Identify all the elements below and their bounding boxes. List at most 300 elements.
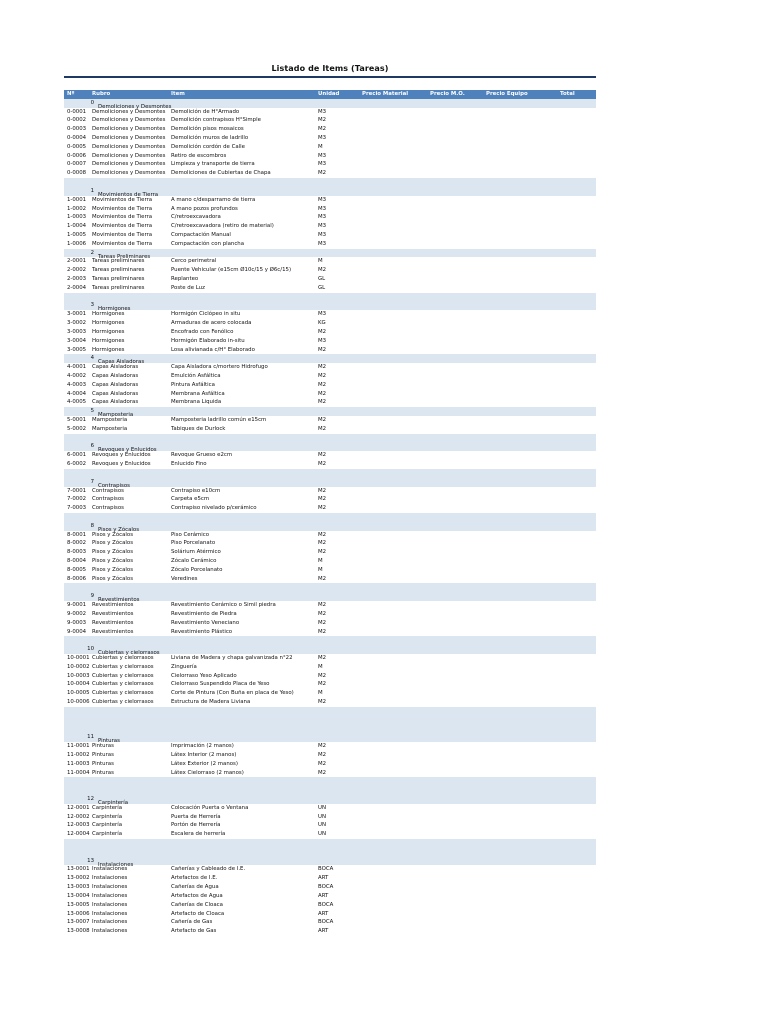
item-description: Zócalo Cerámico <box>171 558 217 565</box>
item-description: Armaduras de acero colocada <box>171 320 252 327</box>
item-description: Pintura Asfáltica <box>171 381 215 388</box>
item-rubro: Revoques y Enlucidos <box>92 461 151 468</box>
item-description: Revoque Grueso e2cm <box>171 452 233 459</box>
item-description: Veredines <box>171 575 198 582</box>
item-rubro: Capas Aisladoras <box>92 381 139 388</box>
item-rubro: Capas Aisladoras <box>92 390 139 397</box>
item-number: 13-0008 <box>67 928 90 935</box>
item-rubro: Demoliciones y Desmontes <box>92 152 166 159</box>
group-number: 10 <box>87 646 94 653</box>
item-number: 10-0005 <box>67 690 90 697</box>
item-unit: M2 <box>318 461 327 468</box>
table-row <box>64 672 596 681</box>
item-description: Imprimación (2 manos) <box>171 743 234 750</box>
item-number: 12-0003 <box>67 822 90 829</box>
spacer-row <box>64 716 596 725</box>
group-header-row <box>64 442 596 454</box>
table-row <box>64 487 596 496</box>
item-description: Artefacto de Cloaca <box>171 910 225 917</box>
item-number: 12-0004 <box>67 831 90 838</box>
table-row <box>64 918 596 927</box>
item-unit: M <box>318 690 323 697</box>
item-number: 10-0002 <box>67 663 90 670</box>
item-description: Cañerías y Cableado de I.E. <box>171 866 246 873</box>
item-description: Artefacto de Gas <box>171 928 217 935</box>
table-row <box>64 628 596 637</box>
item-rubro: Cubiertas y cielorrasos <box>92 699 154 706</box>
item-rubro: Pisos y Zócalos <box>92 575 134 582</box>
item-number: 7-0001 <box>67 487 87 494</box>
item-rubro: Pisos y Zócalos <box>92 531 134 538</box>
table-row <box>64 451 596 460</box>
table-row <box>64 222 596 231</box>
item-number: 3-0004 <box>67 337 87 344</box>
item-unit: M2 <box>318 531 327 538</box>
item-rubro: Demoliciones y Desmontes <box>92 135 166 142</box>
item-rubro: Instalaciones <box>92 875 128 882</box>
title-rule <box>64 76 596 78</box>
item-number: 1-0002 <box>67 205 87 212</box>
item-description: Látex Exterior (2 manos) <box>171 760 238 767</box>
item-description: Demolición de H°Armado <box>171 108 240 115</box>
item-number: 9-0002 <box>67 610 87 617</box>
item-rubro: Revestimientos <box>92 619 134 626</box>
item-rubro: Demoliciones y Desmontes <box>92 170 166 177</box>
header-precio-equipo: Precio Equipo <box>486 91 528 97</box>
group-number: 6 <box>90 443 94 450</box>
item-description: Piso Porcelanato <box>171 540 216 547</box>
table-row <box>64 310 596 319</box>
item-unit: M <box>318 558 323 565</box>
table-row <box>64 169 596 178</box>
item-unit: UN <box>318 822 326 829</box>
item-unit: M3 <box>318 223 327 230</box>
item-number: 4-0001 <box>67 364 87 371</box>
table-row <box>64 539 596 548</box>
item-description: Retiro de escombros <box>171 152 227 159</box>
group-name: Pinturas <box>98 738 120 745</box>
item-unit: BOCA <box>318 866 334 873</box>
item-number: 0-0004 <box>67 135 87 142</box>
item-rubro: Cubiertas y cielorrasos <box>92 690 154 697</box>
item-description: Portón de Herrería <box>171 822 221 829</box>
spacer-row <box>64 848 596 857</box>
item-unit: M2 <box>318 372 327 379</box>
table-row <box>64 531 596 540</box>
item-number: 11-0004 <box>67 769 90 776</box>
item-unit: KG <box>318 320 326 327</box>
item-number: 0-0005 <box>67 143 87 150</box>
table-row <box>64 363 596 372</box>
item-unit: M2 <box>318 267 327 274</box>
item-rubro: Movimientos de Tierra <box>92 231 153 238</box>
item-number: 13-0006 <box>67 910 90 917</box>
item-number: 5-0002 <box>67 425 87 432</box>
item-unit: M3 <box>318 135 327 142</box>
table-row <box>64 372 596 381</box>
table-row <box>64 804 596 813</box>
group-header-row <box>64 187 596 196</box>
item-rubro: Instalaciones <box>92 892 128 899</box>
item-number: 13-0007 <box>67 919 90 926</box>
group-header-row <box>64 478 596 487</box>
item-description: Emulción Asfáltica <box>171 372 221 379</box>
item-unit: M2 <box>318 452 327 459</box>
item-rubro: Hormigones <box>92 311 125 318</box>
group-header-row <box>64 645 596 654</box>
item-rubro: Movimientos de Tierra <box>92 223 153 230</box>
item-description: Demoliciones de Cubiertas de Chapa <box>171 170 271 177</box>
group-number: 11 <box>87 734 94 741</box>
item-rubro: Hormigones <box>92 320 125 327</box>
item-number: 11-0001 <box>67 743 90 750</box>
item-unit: UN <box>318 813 326 820</box>
item-unit: M2 <box>318 346 327 353</box>
group-name: Capas Aisladoras <box>98 359 145 366</box>
item-description: Látex Cielorraso (2 manos) <box>171 769 244 776</box>
group-number: 12 <box>87 795 94 802</box>
item-unit: M2 <box>318 549 327 556</box>
item-rubro: Revoques y Enlucidos <box>92 452 151 459</box>
group-header-row <box>64 522 596 531</box>
table-row <box>64 680 596 689</box>
item-unit: M3 <box>318 108 327 115</box>
item-description: Cañerías de Agua <box>171 884 219 891</box>
item-unit: M <box>318 566 323 573</box>
table-row <box>64 663 596 672</box>
item-rubro: Instalaciones <box>92 866 128 873</box>
item-description: Revestimiento Veneciano <box>171 619 240 626</box>
item-description: Hormigón Ciclópeo in situ <box>171 311 241 318</box>
item-description: Mamposteria ladrillo común e15cm <box>171 417 267 424</box>
item-rubro: Instalaciones <box>92 901 128 908</box>
item-number: 13-0002 <box>67 875 90 882</box>
table-row <box>64 328 596 337</box>
group-name: Hormigones <box>98 306 131 313</box>
item-number: 11-0002 <box>67 751 90 758</box>
item-rubro: Instalaciones <box>92 928 128 935</box>
spacer-row <box>64 777 596 786</box>
item-description: Demolición cordón de Calle <box>171 143 245 150</box>
item-rubro: Contrapisos <box>92 496 124 503</box>
item-unit: ART <box>318 928 329 935</box>
header-rubro: Rubro <box>92 91 111 97</box>
table-row <box>64 751 596 760</box>
item-number: 0-0002 <box>67 117 87 124</box>
table-row <box>64 213 596 222</box>
item-unit: M3 <box>318 231 327 238</box>
item-number: 4-0004 <box>67 390 87 397</box>
item-description: Hormigón Elaborado in-situ <box>171 337 245 344</box>
table-row <box>64 548 596 557</box>
item-number: 1-0001 <box>67 196 87 203</box>
item-number: 12-0001 <box>67 804 90 811</box>
item-rubro: Revestimientos <box>92 602 134 609</box>
item-unit: UN <box>318 804 326 811</box>
item-number: 0-0006 <box>67 152 87 159</box>
spacer-row <box>64 583 596 592</box>
table-row <box>64 240 596 249</box>
item-number: 8-0001 <box>67 531 87 538</box>
item-rubro: Carpintería <box>92 831 123 838</box>
item-number: 10-0003 <box>67 672 90 679</box>
table-row <box>64 830 596 839</box>
item-unit: UN <box>318 831 326 838</box>
item-number: 0-0003 <box>67 126 87 133</box>
header-item: Item <box>171 91 185 97</box>
table-row <box>64 152 596 161</box>
table-row <box>64 813 596 822</box>
item-number: 3-0001 <box>67 311 87 318</box>
table-row <box>64 769 596 778</box>
spacer-row <box>64 839 596 848</box>
item-unit: M2 <box>318 399 327 406</box>
table-row <box>64 910 596 919</box>
item-rubro: Cubiertas y cielorrasos <box>92 663 154 670</box>
group-header-row <box>64 249 596 258</box>
sheet-title: Listado de Items (Tareas) <box>271 64 389 73</box>
item-unit: M2 <box>318 425 327 432</box>
item-rubro: Tareas preliminares <box>92 276 145 283</box>
item-description: Cielorraso Yeso Aplicado <box>171 672 237 679</box>
group-name: Mamposteria <box>98 412 134 419</box>
table-row <box>64 821 596 830</box>
item-rubro: Demoliciones y Desmontes <box>92 117 166 124</box>
table-row <box>64 257 596 266</box>
table-row <box>64 196 596 205</box>
table-row <box>64 398 596 407</box>
item-rubro: Pinturas <box>92 760 114 767</box>
group-name: Revoques y Enlucidos <box>98 447 157 454</box>
item-description: Tabiques de Durlock <box>171 425 226 432</box>
item-rubro: Mamposteria <box>92 417 128 424</box>
item-description: Zinguería <box>171 663 197 670</box>
item-description: Poste de Luz <box>171 284 205 291</box>
item-description: Membrana Asfáltica <box>171 390 225 397</box>
item-unit: ART <box>318 892 329 899</box>
item-number: 9-0001 <box>67 602 87 609</box>
item-rubro: Instalaciones <box>92 884 128 891</box>
item-rubro: Tareas preliminares <box>92 258 145 265</box>
group-header-row <box>64 301 596 313</box>
item-rubro: Hormigones <box>92 346 125 353</box>
table-row <box>64 205 596 214</box>
item-description: Capa Aisladora c/mortero Hidrofugo <box>171 364 268 371</box>
item-number: 10-0006 <box>67 699 90 706</box>
item-unit: M2 <box>318 575 327 582</box>
item-unit: M2 <box>318 619 327 626</box>
item-number: 4-0002 <box>67 372 87 379</box>
item-description: C/retroexcavadora <box>171 214 221 221</box>
group-number: 3 <box>90 302 94 309</box>
group-name: Demoliciones y Desmontes <box>98 103 172 110</box>
item-description: Encofrado con Fenólico <box>171 328 234 335</box>
table-row <box>64 346 596 355</box>
item-description: Contrapiso e10cm <box>171 487 221 494</box>
group-number: 0 <box>90 99 94 106</box>
item-description: Liviana de Madera y chapa galvanizada n°22 <box>171 654 293 661</box>
item-number: 8-0004 <box>67 558 87 565</box>
item-description: Revestimiento Plástico <box>171 628 233 635</box>
spacer-row <box>64 178 596 187</box>
item-rubro: Capas Aisladoras <box>92 399 139 406</box>
item-rubro: Contrapisos <box>92 505 124 512</box>
item-unit: M <box>318 143 323 150</box>
item-unit: M3 <box>318 161 327 168</box>
item-rubro: Instalaciones <box>92 919 128 926</box>
table-row <box>64 337 596 346</box>
item-rubro: Contrapisos <box>92 487 124 494</box>
group-number: 2 <box>90 249 94 256</box>
group-number: 7 <box>90 478 94 485</box>
group-number: 8 <box>90 522 94 529</box>
item-description: Limpieza y transporte de tierra <box>171 161 255 168</box>
item-number: 8-0003 <box>67 549 87 556</box>
item-description: Compactación con plancha <box>171 240 245 247</box>
item-description: Cielorraso Suspendido Placa de Yeso <box>171 681 270 688</box>
item-rubro: Carpintería <box>92 804 123 811</box>
item-rubro: Demoliciones y Desmontes <box>92 108 166 115</box>
table-row <box>64 689 596 698</box>
item-number: 1-0004 <box>67 223 87 230</box>
item-number: 13-0005 <box>67 901 90 908</box>
table-row <box>64 566 596 575</box>
item-description: Revestimiento de Piedra <box>171 610 237 617</box>
item-description: Artefactos de I.E. <box>171 875 218 882</box>
spacer-row <box>64 724 596 733</box>
item-unit: M2 <box>318 328 327 335</box>
item-rubro: Movimientos de Tierra <box>92 240 153 247</box>
item-number: 2-0003 <box>67 276 87 283</box>
item-unit: M2 <box>318 126 327 133</box>
table-row <box>64 231 596 240</box>
group-name: Instalaciones <box>98 861 134 868</box>
item-rubro: Instalaciones <box>92 910 128 917</box>
item-number: 6-0002 <box>67 461 87 468</box>
item-unit: M3 <box>318 196 327 203</box>
group-header-row <box>64 795 596 804</box>
item-rubro: Revestimientos <box>92 610 134 617</box>
table-row <box>64 495 596 504</box>
item-number: 1-0006 <box>67 240 87 247</box>
item-rubro: Tareas preliminares <box>92 267 145 274</box>
item-number: 7-0003 <box>67 505 87 512</box>
header-precio-mo: Precio M.O. <box>430 91 465 97</box>
group-number: 4 <box>90 355 94 362</box>
item-unit: M2 <box>318 699 327 706</box>
table-row <box>64 416 596 425</box>
table-row <box>64 319 596 328</box>
item-description: Demolición muros de ladrillo <box>171 135 249 142</box>
item-unit: M2 <box>318 390 327 397</box>
item-unit: M2 <box>318 751 327 758</box>
group-number: 5 <box>90 408 94 415</box>
item-rubro: Cubiertas y cielorrasos <box>92 654 154 661</box>
table-row <box>64 698 596 707</box>
item-unit: M3 <box>318 214 327 221</box>
item-unit: M2 <box>318 381 327 388</box>
item-unit: M2 <box>318 170 327 177</box>
item-unit: M2 <box>318 364 327 371</box>
item-unit: M <box>318 663 323 670</box>
item-rubro: Pisos y Zócalos <box>92 566 134 573</box>
table-body <box>64 99 596 936</box>
table-row <box>64 575 596 584</box>
item-unit: M2 <box>318 610 327 617</box>
item-unit: M2 <box>318 505 327 512</box>
item-number: 3-0002 <box>67 320 87 327</box>
table-row <box>64 610 596 619</box>
item-unit: M <box>318 258 323 265</box>
table-row <box>64 390 596 399</box>
header-unit: Unidad <box>318 91 340 97</box>
table-row <box>64 601 596 610</box>
item-unit: M3 <box>318 240 327 247</box>
item-rubro: Movimientos de Tierra <box>92 196 153 203</box>
group-header-row <box>64 733 596 745</box>
table-row <box>64 865 596 874</box>
group-name: Cubiertas y cielorrasos <box>98 649 160 656</box>
item-unit: GL <box>318 276 326 283</box>
item-rubro: Pinturas <box>92 751 114 758</box>
item-number: 10-0001 <box>67 654 90 661</box>
item-rubro: Hormigones <box>92 337 125 344</box>
spacer-row <box>64 469 596 478</box>
item-rubro: Capas Aisladoras <box>92 372 139 379</box>
item-description: Corte de Pintura (Con Buña en placa de Yeso) <box>171 690 294 697</box>
table-header <box>64 90 596 99</box>
item-unit: M2 <box>318 417 327 424</box>
item-number: 3-0003 <box>67 328 87 335</box>
item-description: Revestimiento Cerámico o Simil piedra <box>171 602 276 609</box>
table-row <box>64 901 596 910</box>
item-number: 3-0005 <box>67 346 87 353</box>
item-number: 12-0002 <box>67 813 90 820</box>
item-rubro: Carpintería <box>92 813 123 820</box>
table-row <box>64 275 596 284</box>
item-rubro: Revestimientos <box>92 628 134 635</box>
group-number: 9 <box>90 593 94 600</box>
table-row <box>64 460 596 469</box>
item-number: 13-0001 <box>67 866 90 873</box>
item-description: Estructura de Madera Liviana <box>171 699 251 706</box>
item-rubro: Capas Aisladoras <box>92 364 139 371</box>
item-description: Carpeta e5cm <box>171 496 210 503</box>
spacer-row <box>64 786 596 795</box>
item-unit: M2 <box>318 540 327 547</box>
item-rubro: Pisos y Zócalos <box>92 549 134 556</box>
group-header-row <box>64 592 596 604</box>
spacer-row <box>64 434 596 443</box>
item-rubro: Pisos y Zócalos <box>92 540 134 547</box>
group-header-row <box>64 857 596 866</box>
item-description: Demolición contrapisos H°Simple <box>171 117 261 124</box>
item-unit: BOCA <box>318 884 334 891</box>
item-unit: M3 <box>318 311 327 318</box>
item-description: Losa alivianada c/H° Elaborado <box>171 346 255 353</box>
item-number: 0-0007 <box>67 161 87 168</box>
item-number: 2-0002 <box>67 267 87 274</box>
item-unit: ART <box>318 875 329 882</box>
item-number: 4-0005 <box>67 399 87 406</box>
item-rubro: Movimientos de Tierra <box>92 205 153 212</box>
item-unit: M2 <box>318 496 327 503</box>
table-row <box>64 742 596 751</box>
item-description: Membrana Liquida <box>171 399 222 406</box>
item-rubro: Tareas preliminares <box>92 284 145 291</box>
item-description: Zócalo Porcelanato <box>171 566 223 573</box>
group-number: 1 <box>90 187 94 194</box>
